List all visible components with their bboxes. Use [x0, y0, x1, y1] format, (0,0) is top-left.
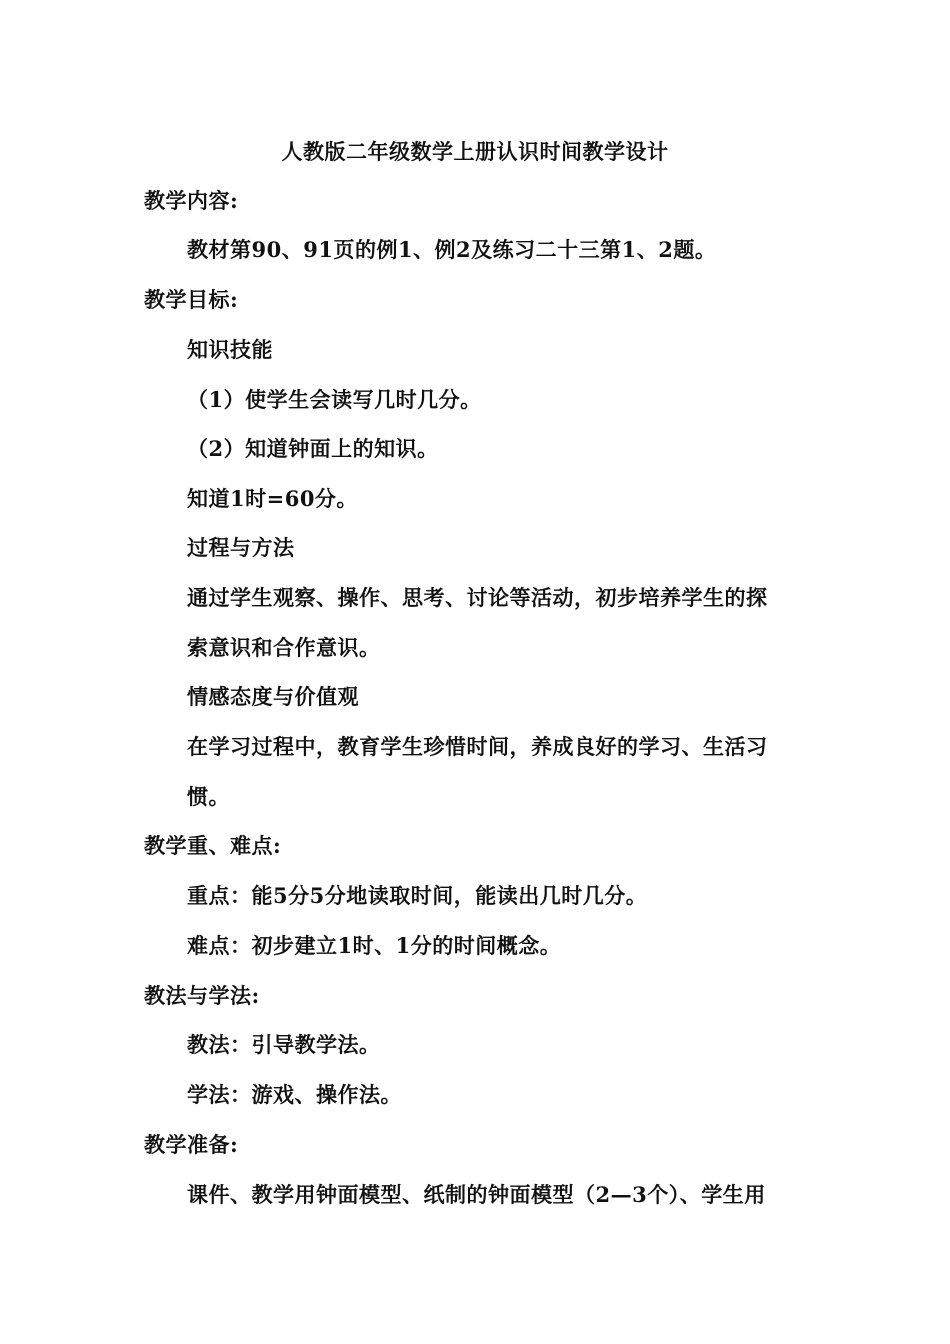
paragraph-line: 知道1时=60分。	[187, 486, 358, 511]
heading-teaching-preparation: 教学准备:	[144, 1132, 239, 1157]
paragraph-line: 在学习过程中，教育学生珍惜时间，养成良好的学习、生活习	[187, 734, 768, 759]
heading-teaching-goals: 教学目标:	[144, 287, 239, 312]
subheading-emotion-values: 情感态度与价值观	[187, 684, 359, 709]
subheading-knowledge-skills: 知识技能	[187, 337, 273, 362]
paragraph-line: （2）知道钟面上的知识。	[187, 436, 439, 461]
document-title: 人教版二年级数学上册认识时间教学设计	[281, 139, 669, 164]
paragraph-line: 难点：初步建立1时、1分的时间概念。	[187, 933, 562, 958]
subheading-process-method: 过程与方法	[187, 535, 295, 560]
heading-teaching-learning-methods: 教法与学法:	[144, 983, 260, 1008]
paragraph-line: 重点：能5分5分地读取时间，能读出几时几分。	[187, 883, 648, 908]
paragraph-line: 教材第90、91页的例1、例2及练习二十三第1、2题。	[187, 237, 717, 262]
paragraph-line: 惯。	[187, 784, 230, 809]
paragraph-line: 通过学生观察、操作、思考、讨论等活动，初步培养学生的探	[187, 585, 768, 610]
paragraph-line: （1）使学生会读写几时几分。	[187, 387, 482, 412]
paragraph-line: 索意识和合作意识。	[187, 635, 381, 660]
paragraph-line: 教法：引导教学法。	[187, 1032, 381, 1057]
heading-teaching-content: 教学内容:	[144, 188, 239, 213]
heading-key-difficult-points: 教学重、难点:	[144, 833, 282, 858]
paragraph-line: 课件、教学用钟面模型、纸制的钟面模型（2—3个）、学生用	[187, 1182, 766, 1207]
paragraph-line: 学法：游戏、操作法。	[187, 1082, 402, 1107]
